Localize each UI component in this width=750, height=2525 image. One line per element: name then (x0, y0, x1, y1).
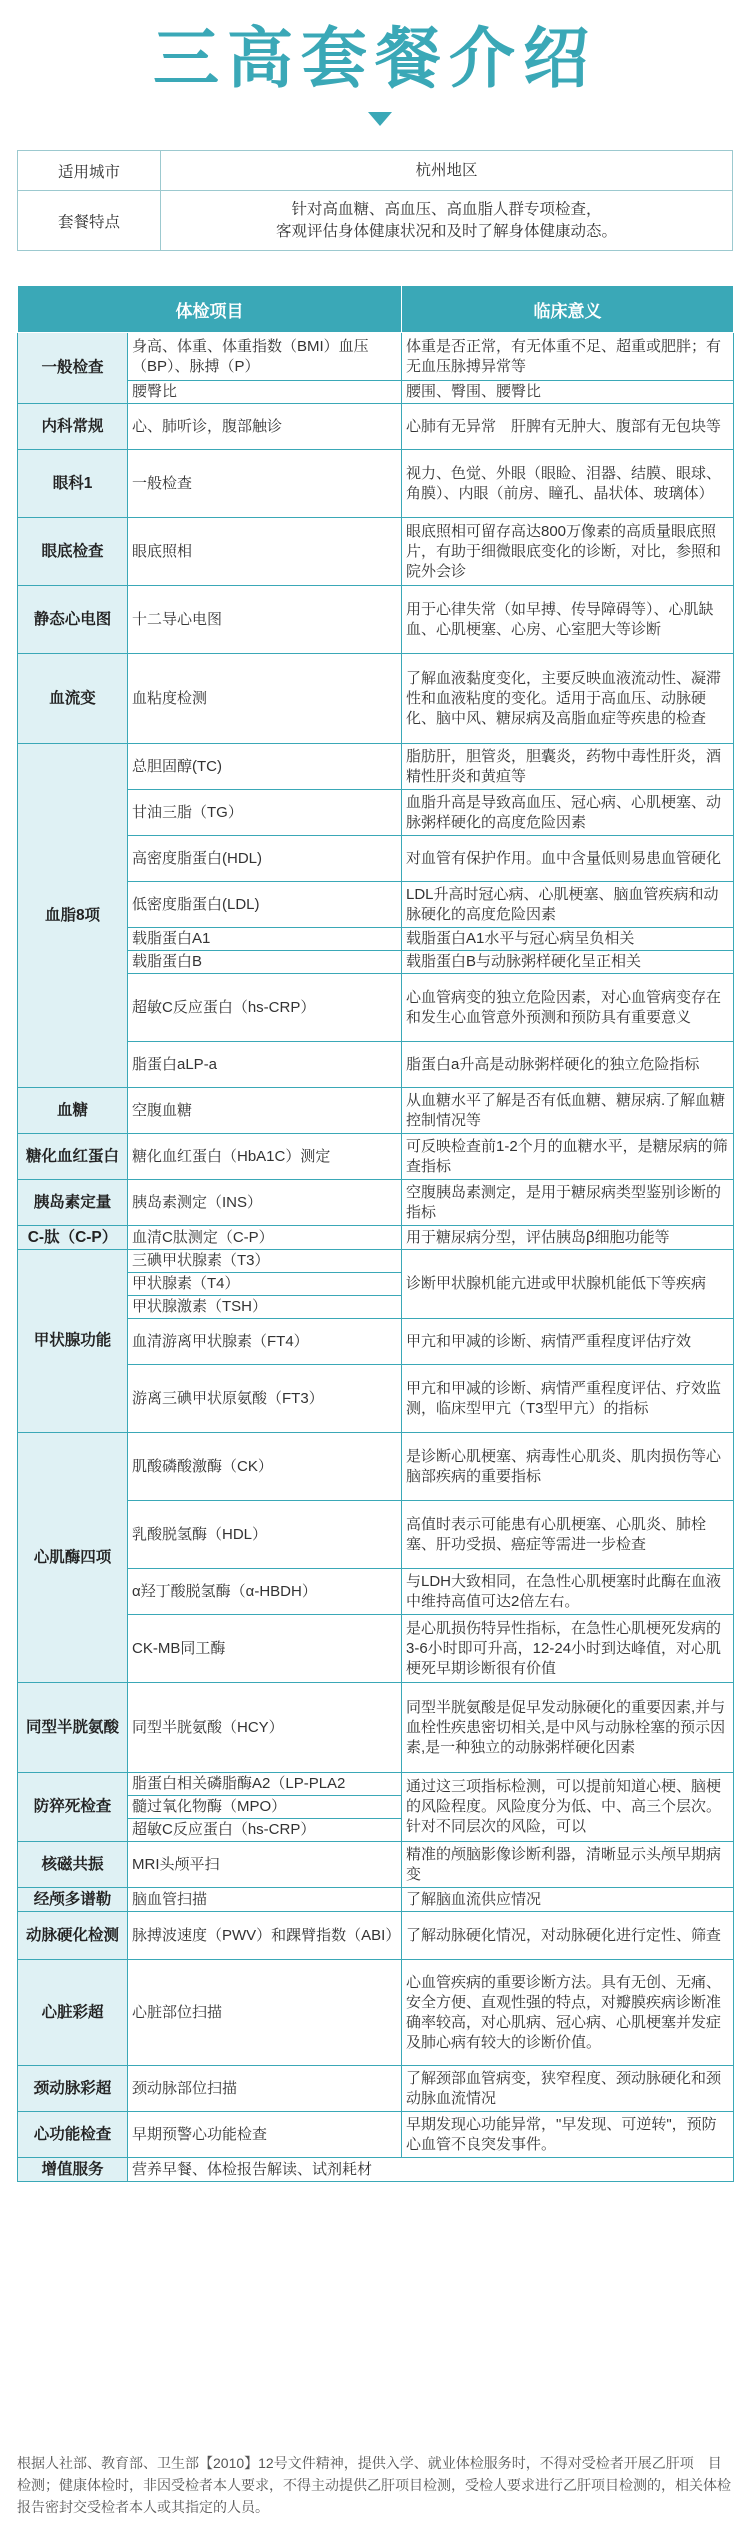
table-row (18, 1134, 734, 1180)
item-cell: 身高、体重、体重指数（BMI）血压（BP）、脉搏（P） (128, 333, 402, 381)
meaning-cell: 诊断甲状腺机能亢进或甲状腺机能低下等疾病 (402, 1250, 734, 1319)
item-cell: 载脂蛋白B (128, 951, 402, 974)
table-row (18, 2112, 734, 2158)
item-cell: 腰臀比 (128, 381, 402, 404)
table-row (18, 2158, 734, 2182)
category-cell: 甲状腺功能 (18, 1250, 128, 1433)
meaning-cell: 与LDH大致相同，在急性心肌梗塞时此酶在血液中维持高值可达2倍左右。 (402, 1569, 734, 1615)
city-label: 适用城市 (18, 151, 161, 191)
page-title: 三高套餐介绍 (153, 21, 597, 95)
item-cell: CK-MB同工酶 (128, 1615, 402, 1683)
meaning-cell: 载脂蛋白A1水平与冠心病呈负相关 (402, 928, 734, 951)
category-cell: 静态心电图 (18, 586, 128, 654)
table-row (18, 744, 734, 790)
table-row (18, 1773, 734, 1796)
item-cell: 同型半胱氨酸（HCY） (128, 1683, 402, 1773)
item-cell: 血粘度检测 (128, 654, 402, 744)
category-cell: 动脉硬化检测 (18, 1912, 128, 1960)
city-value: 杭州地区 (161, 151, 733, 191)
exam-items-table (17, 285, 734, 2182)
package-info-table (17, 150, 733, 251)
table-row (18, 586, 734, 654)
meaning-cell: 心血管疾病的重要诊断方法。具有无创、无痛、安全方便、直观性强的特点，对瓣膜疾病诊断准确率较高，对心肌病、冠心病、心肌梗塞并发症及肺心病有较大的诊断价值。 (402, 1960, 734, 2066)
table-row (18, 1960, 734, 2066)
category-cell: C-肽（C-P） (18, 1226, 128, 1250)
table-row (18, 1226, 734, 1250)
category-cell: 心肌酶四项 (18, 1433, 128, 1683)
item-cell: 营养早餐、体检报告解读、试剂耗材 (128, 2158, 734, 2182)
item-cell: 糖化血红蛋白（HbA1C）测定 (128, 1134, 402, 1180)
meaning-cell: 高值时表示可能患有心肌梗塞、心肌炎、肺栓塞、肝功受损、癌症等需进一步检查 (402, 1501, 734, 1569)
meaning-cell: 了解颈部血管病变，狭窄程度、颈动脉硬化和颈动脉血流情况 (402, 2066, 734, 2112)
meaning-cell: 了解动脉硬化情况，对动脉硬化进行定性、筛查 (402, 1912, 734, 1960)
item-cell: 超敏C反应蛋白（hs-CRP） (128, 974, 402, 1042)
item-cell: α羟丁酸脱氢酶（α-HBDH） (128, 1569, 402, 1615)
meaning-cell: 可反映检查前1-2个月的血糖水平，是糖尿病的筛查指标 (402, 1134, 734, 1180)
item-cell: 脑血管扫描 (128, 1888, 402, 1912)
item-cell: 心、肺听诊，腹部触诊 (128, 404, 402, 450)
category-cell: 同型半胱氨酸 (18, 1683, 128, 1773)
item-cell: 颈动脉部位扫描 (128, 2066, 402, 2112)
meaning-cell: 从血糖水平了解是否有低血糖、糖尿病.了解血糖控制情况等 (402, 1088, 734, 1134)
table-row (18, 404, 734, 450)
table-row (18, 1842, 734, 1888)
category-cell: 防猝死检查 (18, 1773, 128, 1842)
item-cell: 胰岛素测定（INS） (128, 1180, 402, 1226)
category-cell: 颈动脉彩超 (18, 2066, 128, 2112)
item-cell: 髓过氧化物酶（MPO） (128, 1796, 402, 1819)
meaning-cell: 了解血液黏度变化，主要反映血液流动性、凝滞性和血液粘度的变化。适用于高血压、动脉硬化、脑中风、糖尿病及高脂血症等疾患的检查 (402, 654, 734, 744)
category-cell: 胰岛素定量 (18, 1180, 128, 1226)
table-row (18, 1180, 734, 1226)
feature-line-2: 客观评估身体健康状况和及时了解身体健康动态。 (275, 222, 617, 240)
table-row (18, 1250, 734, 1273)
footer-note: 根据人社部、教育部、卫生部【2010】12号文件精神，提供入学、就业体检服务时，不得对受检者开展乙肝项 目检测；健康体检时，非因受检者本人要求，不得主动提供乙肝项目检测，受检人要求进行乙肝项目检测的，相关体检报告密封交受检者本人或其指定的人员。 (17, 2455, 731, 2515)
item-cell: MRI头颅平扫 (128, 1842, 402, 1888)
item-cell: 肌酸磷酸激酶（CK） (128, 1433, 402, 1501)
feature-label: 套餐特点 (18, 191, 161, 251)
category-cell: 眼底检查 (18, 518, 128, 586)
meaning-cell: 载脂蛋白B与动脉粥样硬化呈正相关 (402, 951, 734, 974)
meaning-cell: 同型半胱氨酸是促早发动脉硬化的重要因素,并与血栓性疾患密切相关,是中风与动脉栓塞的预示因素,是一种独立的动脉粥样硬化因素 (402, 1683, 734, 1773)
item-cell: 血清游离甲状腺素（FT4） (128, 1319, 402, 1365)
item-cell: 空腹血糖 (128, 1088, 402, 1134)
item-cell: 一般检查 (128, 450, 402, 518)
meaning-cell: 心肺有无异常 肝脾有无肿大、腹部有无包块等 (402, 404, 734, 450)
table-row (18, 333, 734, 381)
meaning-cell: 脂肪肝，胆管炎，胆囊炎，药物中毒性肝炎，酒精性肝炎和黄疸等 (402, 744, 734, 790)
meaning-cell: 心血管病变的独立危险因素，对心血管病变存在和发生心血管意外预测和预防具有重要意义 (402, 974, 734, 1042)
meaning-cell: 体重是否正常，有无体重不足、超重或肥胖；有无血压脉搏异常等 (402, 333, 734, 381)
meaning-cell: 脂蛋白a升高是动脉粥样硬化的独立危险指标 (402, 1042, 734, 1088)
meaning-cell: 精准的颅脑影像诊断利器，清晰显示头颅早期病变 (402, 1842, 734, 1888)
item-cell: 早期预警心功能检查 (128, 2112, 402, 2158)
item-cell: 甲状腺素（T4） (128, 1273, 402, 1296)
table-row (18, 518, 734, 586)
table-header (18, 286, 734, 333)
category-cell: 一般检查 (18, 333, 128, 404)
item-cell: 总胆固醇(TC) (128, 744, 402, 790)
meaning-cell: 眼底照相可留存高达800万像素的高质量眼底照片，有助于细微眼底变化的诊断，对比，参照和院外会诊 (402, 518, 734, 586)
category-cell: 经颅多谱勒 (18, 1888, 128, 1912)
header-clinical-meaning: 临床意义 (402, 286, 734, 333)
table-row (18, 1433, 734, 1501)
meaning-cell: 是诊断心肌梗塞、病毒性心肌炎、肌肉损伤等心脑部疾病的重要指标 (402, 1433, 734, 1501)
meaning-cell: 甲亢和甲减的诊断、病情严重程度评估、疗效监测，临床型甲亢（T3型甲亢）的指标 (402, 1365, 734, 1433)
meaning-cell: 对血管有保护作用。血中含量低则易患血管硬化 (402, 836, 734, 882)
down-arrow-icon (368, 112, 392, 126)
item-cell: 脉搏波速度（PWV）和踝臂指数（ABI） (128, 1912, 402, 1960)
meaning-cell: 了解脑血流供应情况 (402, 1888, 734, 1912)
item-cell: 甘油三脂（TG） (128, 790, 402, 836)
meaning-cell: 甲亢和甲减的诊断、病情严重程度评估疗效 (402, 1319, 734, 1365)
meaning-cell: 血脂升高是导致高血压、冠心病、心肌梗塞、动脉粥样硬化的高度危险因素 (402, 790, 734, 836)
item-cell: 血清C肽测定（C-P） (128, 1226, 402, 1250)
item-cell: 低密度脂蛋白(LDL) (128, 882, 402, 928)
category-cell: 血脂8项 (18, 744, 128, 1088)
item-cell: 脂蛋白相关磷脂酶A2（LP-PLA2 (128, 1773, 402, 1796)
category-cell: 心脏彩超 (18, 1960, 128, 2066)
item-cell: 三碘甲状腺素（T3） (128, 1250, 402, 1273)
category-cell: 内科常规 (18, 404, 128, 450)
meaning-cell: 用于糖尿病分型，评估胰岛β细胞功能等 (402, 1226, 734, 1250)
header-exam-item: 体检项目 (18, 286, 402, 333)
table-row (18, 2066, 734, 2112)
table-row (18, 1888, 734, 1912)
item-cell: 眼底照相 (128, 518, 402, 586)
category-cell: 血糖 (18, 1088, 128, 1134)
item-cell: 游离三碘甲状原氨酸（FT3） (128, 1365, 402, 1433)
table-row (18, 450, 734, 518)
meaning-cell: 用于心律失常（如早搏、传导障碍等）、心肌缺血、心肌梗塞、心房、心室肥大等诊断 (402, 586, 734, 654)
item-cell: 脂蛋白aLP-a (128, 1042, 402, 1088)
category-cell: 核磁共振 (18, 1842, 128, 1888)
meaning-cell: 是心肌损伤特异性指标，在急性心肌梗死发病的3-6小时即可升高，12-24小时到达峰值，对心肌梗死早期诊断很有价值 (402, 1615, 734, 1683)
category-cell: 心功能检查 (18, 2112, 128, 2158)
table-row (18, 1912, 734, 1960)
category-cell: 血流变 (18, 654, 128, 744)
meaning-cell: 空腹胰岛素测定，是用于糖尿病类型鉴别诊断的指标 (402, 1180, 734, 1226)
item-cell: 超敏C反应蛋白（hs-CRP） (128, 1819, 402, 1842)
category-cell: 眼科1 (18, 450, 128, 518)
category-cell: 糖化血红蛋白 (18, 1134, 128, 1180)
feature-line-1: 针对高血糖、高血压、高血脂人群专项检查， (291, 200, 602, 218)
item-cell: 心脏部位扫描 (128, 1960, 402, 2066)
feature-value (161, 191, 733, 251)
category-cell: 增值服务 (18, 2158, 128, 2182)
meaning-cell: 视力、色觉、外眼（眼睑、泪器、结膜、眼球、角膜）、内眼（前房、瞳孔、晶状体、玻璃体） (402, 450, 734, 518)
table-row (18, 1683, 734, 1773)
item-cell: 乳酸脱氢酶（HDL） (128, 1501, 402, 1569)
meaning-cell: LDL升高时冠心病、心肌梗塞、脑血管疾病和动脉硬化的高度危险因素 (402, 882, 734, 928)
meaning-cell: 早期发现心功能异常，"早发现、可逆转"，预防心血管不良突发事件。 (402, 2112, 734, 2158)
meaning-cell: 腰围、臀围、腰臀比 (402, 381, 734, 404)
item-cell: 高密度脂蛋白(HDL) (128, 836, 402, 882)
meaning-cell: 通过这三项指标检测，可以提前知道心梗、脑梗的风险程度。风险度分为低、中、高三个层次。针对不同层次的风险，可以 (402, 1773, 734, 1842)
table-row (18, 1088, 734, 1134)
item-cell: 载脂蛋白A1 (128, 928, 402, 951)
item-cell: 甲状腺激素（TSH） (128, 1296, 402, 1319)
table-row (18, 654, 734, 744)
item-cell: 十二导心电图 (128, 586, 402, 654)
